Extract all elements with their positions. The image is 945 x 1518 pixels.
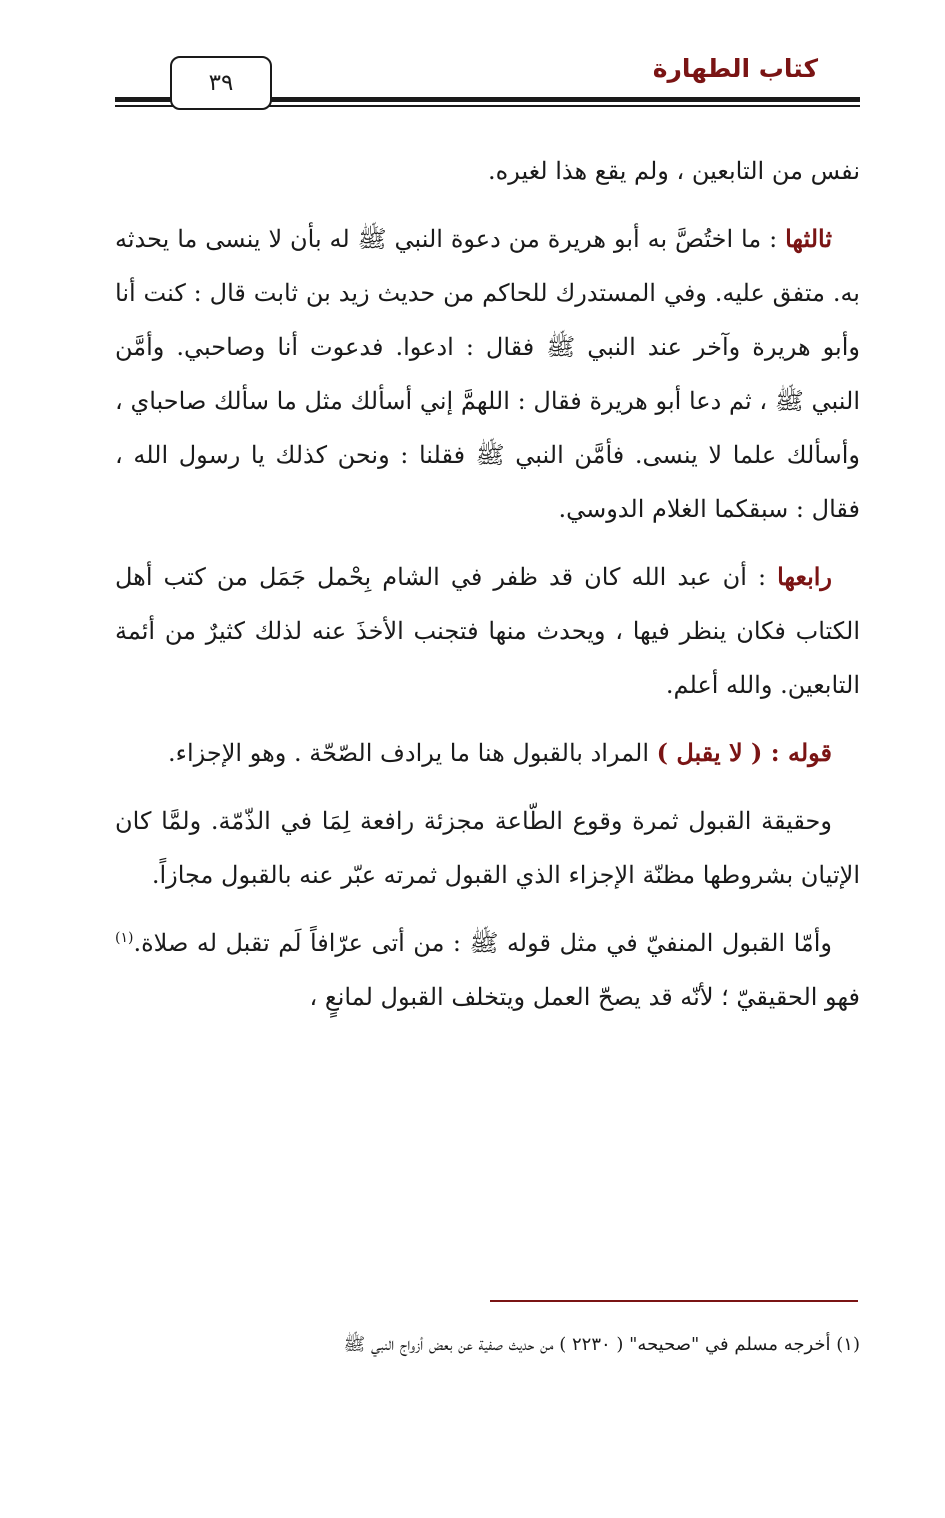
section-label-rabi: رابعها [777, 562, 832, 591]
footnote: (١) أخرجه مسلم في "صحيحه" ( ٢٢٣٠ ) من حديث صفية عن بعض أزواج النبي ﷺ [343, 1334, 860, 1355]
section-label-thalith: ثالثها [785, 224, 832, 253]
paragraph-1 [115, 144, 860, 198]
paragraph-text: المراد بالقبول هنا ما يرادف الصّحّة . وهو الإجزاء. [168, 739, 657, 767]
book-title: كتاب الطهارة [652, 54, 818, 83]
paragraph-3 [115, 550, 860, 712]
paragraph-text: فهو الحقيقيّ ؛ لأنّه قد يصحّ العمل ويتخلف القبول لمانعٍ ، [309, 983, 860, 1011]
paragraph-text: وأمّا القبول المنفيّ في مثل قوله ﷺ : من أتى عرّافاً لَم تقبل له صلاة. [133, 929, 832, 957]
paragraph-6 [115, 916, 860, 1024]
paragraph-2 [115, 212, 860, 536]
section-label-qawluhu: قوله : ( لا يقبل ) [656, 738, 832, 767]
paragraph-text: وحقيقة القبول ثمرة وقوع الطّاعة مجزئة رافعة لِمَا في الذّمّة. ولمَّا كان الإتيان بشروطها مظنّة الإجزاء الذي القبول ثمرته عبّر عنه بالقبول مجازاً. [115, 807, 860, 889]
page-body [115, 144, 860, 1038]
page-header [115, 40, 860, 112]
paragraph-text: نفس من التابعين ، ولم يقع هذا لغيره. [488, 157, 860, 185]
footnote-separator [490, 1300, 858, 1302]
paragraph-text: : أن عبد الله كان قد ظفر في الشام بِحْمل جَمَل من كتب أهل الكتاب فكان ينظر فيها ، ويحدث منها فتجنب الأخذَ عنه لذلك كثيرٌ من أئمة التابعين. والله أعلم. [115, 563, 860, 699]
footnote-reference: (١) [115, 930, 134, 946]
paragraph-5 [115, 794, 860, 902]
paragraph-text: : ما اختُصَّ به أبو هريرة من دعوة النبي ﷺ له بأن لا ينسى ما يحدثه به. متفق عليه. وفي المستدرك للحاكم من حديث زيد بن ثابت قال : كنت أنا وأبو هريرة وآخر عند النبي ﷺ فقال : ادعوا. فدعوت أنا وصاحبي. وأمَّن النبي ﷺ ، ثم دعا أبو هريرة فقال : اللهمَّ إني أسألك مثل ما سألك صاحباي ، وأسألك علما لا ينسى. فأمَّن النبي ﷺ فقلنا : ونحن كذلك يا رسول الله ، فقال : سبقكما الغلام الدوسي. [115, 225, 860, 523]
page-number: ٣٩ [170, 56, 272, 110]
paragraph-4 [115, 726, 860, 780]
